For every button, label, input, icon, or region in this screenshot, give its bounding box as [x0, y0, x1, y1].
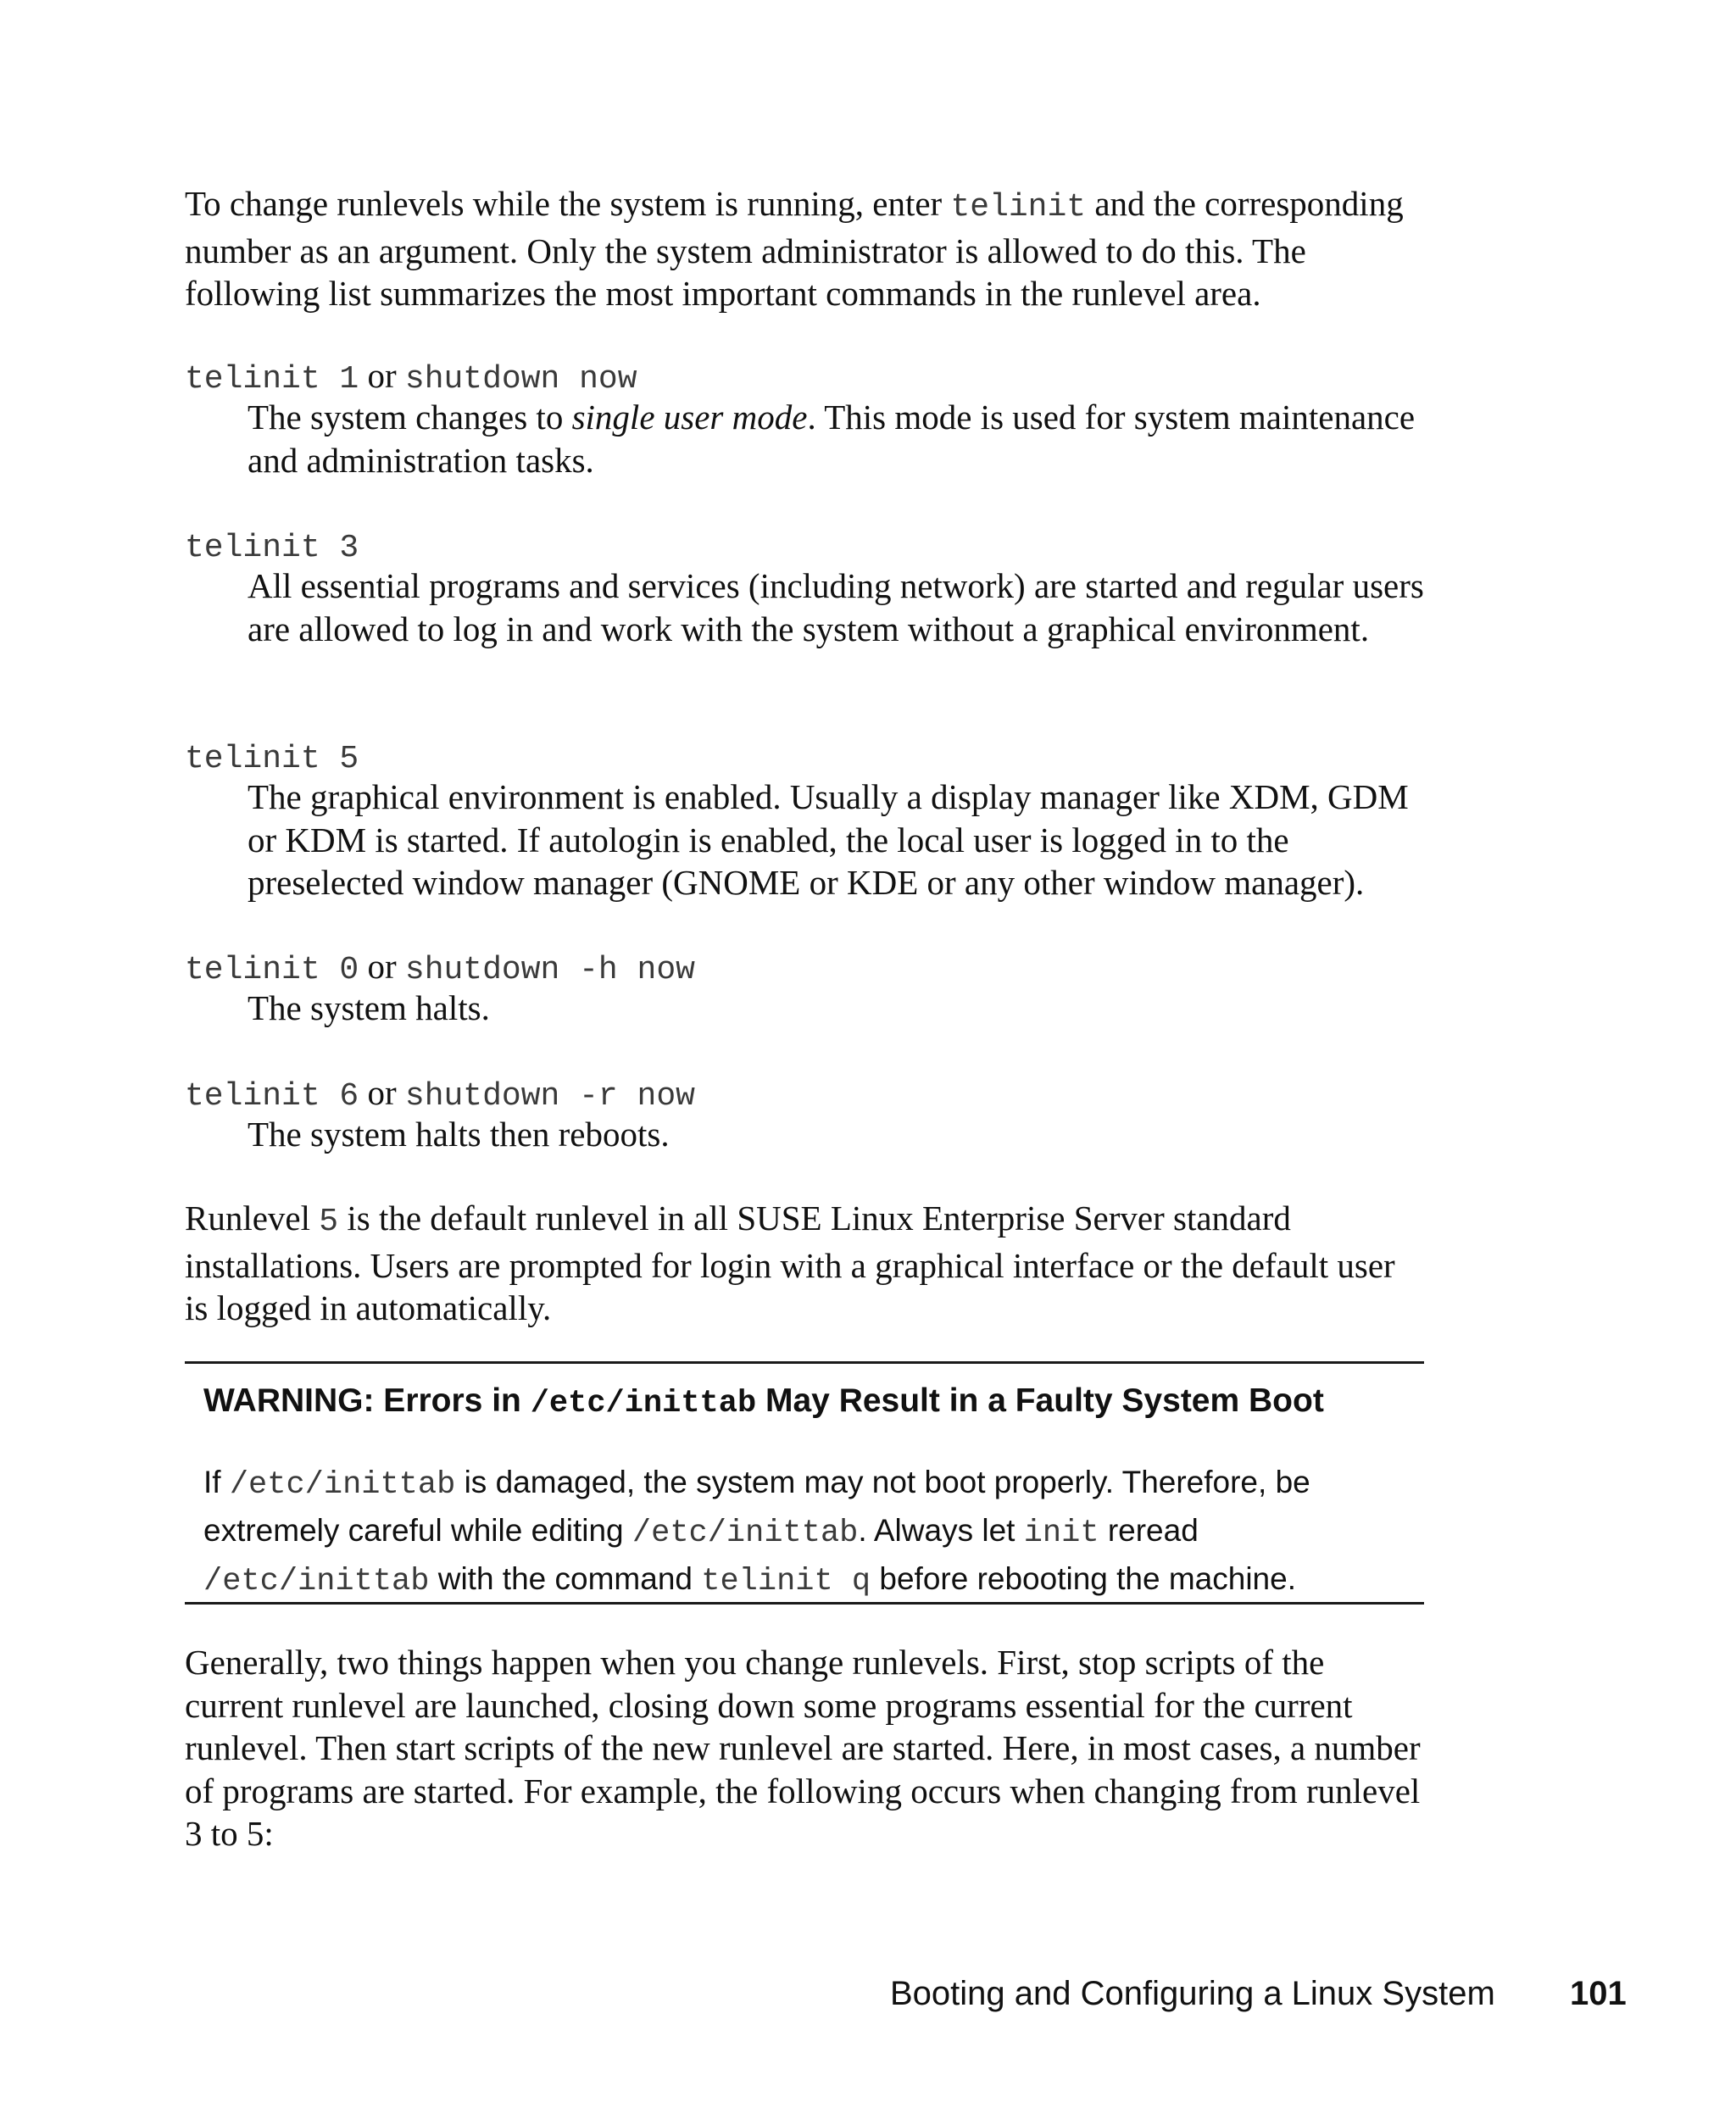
command-6-alt-code: shutdown -r now	[404, 1078, 695, 1115]
command-5-code: telinit 5	[185, 741, 359, 777]
command-1-code: telinit 1	[185, 361, 359, 398]
warning-title-text-1: WARNING: Errors in	[203, 1382, 531, 1419]
default-runlevel-text-2: is the default runlevel in all SUSE Linux Enterprise Server standard installations. Users are prompted for login with a graphical interface or the default user is logged in automatically.	[185, 1199, 1395, 1327]
warning-body-text: is damaged, the system may not boot properly. Therefore, be extremely careful while editing	[203, 1465, 1310, 1548]
command-1-alt-code: shutdown now	[404, 361, 637, 398]
intro-text-2: and the corresponding number as an argument. Only the system administrator is allowed to do this. The following list summarizes the most important commands in the runlevel area.	[185, 184, 1404, 313]
intro-paragraph	[185, 182, 1422, 315]
page-number: 101	[1570, 1975, 1627, 2012]
command-term-3	[185, 523, 359, 570]
command-term-5	[185, 734, 359, 781]
default-runlevel-paragraph	[185, 1197, 1422, 1330]
closing-paragraph: Generally, two things happen when you change runlevels. First, stop scripts of the current runlevel are launched, closing down some programs essential for the current runlevel. Then start scripts of the new runlevel are started. Here, in most cases, a number of programs are started. For example, the following occurs when changing from runlevel 3 to 5:	[185, 1643, 1421, 1853]
warning-body-code: /etc/inittab	[203, 1564, 430, 1599]
command-1-or: or	[359, 356, 405, 395]
warning-body-text: before rebooting the machine.	[871, 1561, 1296, 1596]
command-0-or: or	[359, 947, 405, 986]
warning-body	[203, 1460, 1424, 1605]
command-1-description	[248, 396, 1424, 481]
command-3-description: All essential programs and services (including network) are started and regular users are allowed to log in and work with the system without a graphical environment.	[248, 566, 1424, 648]
warning-body-text: . Always let	[858, 1513, 1024, 1548]
command-term-6	[185, 1071, 695, 1118]
command-term-1	[185, 354, 637, 401]
default-runlevel-text-1: Runlevel	[185, 1199, 320, 1238]
command-5-description: The graphical environment is enabled. Usually a display manager like XDM, GDM or KDM is started. If autologin is enabled, the local user is logged in to the preselected window manager (GNOME or KDE or any other window manager).	[248, 777, 1409, 902]
command-6-or: or	[359, 1073, 405, 1112]
intro-code: telinit	[950, 189, 1087, 225]
command-3-code: telinit 3	[185, 530, 359, 566]
command-0-alt-code: shutdown -h now	[404, 952, 695, 988]
running-footer-title: Booting and Configuring a Linux System	[890, 1975, 1495, 2012]
warning-bottom-rule	[185, 1602, 1424, 1605]
warning-body-code: /etc/inittab	[632, 1516, 859, 1551]
command-1-desc-text-2: . This mode is used for system maintenance and administration tasks.	[248, 398, 1416, 480]
warning-body-code: telinit q	[701, 1564, 871, 1599]
command-1-desc-emphasis: single user mode	[571, 398, 808, 437]
command-term-0	[185, 945, 695, 992]
warning-body-text: with the command	[429, 1561, 702, 1596]
warning-body-code: /etc/inittab	[229, 1467, 456, 1503]
warning-body-text: reread	[1099, 1513, 1199, 1548]
intro-text-1: To change runlevels while the system is running, enter	[185, 184, 951, 223]
warning-body-code: init	[1023, 1516, 1099, 1551]
command-6-code: telinit 6	[185, 1078, 359, 1115]
default-runlevel-code: 5	[319, 1204, 339, 1240]
command-6-description: The system halts then reboots.	[248, 1115, 670, 1154]
warning-title	[203, 1380, 1424, 1425]
warning-title-text-2: May Result in a Faulty System Boot	[756, 1382, 1324, 1419]
warning-body-text: If	[203, 1465, 230, 1499]
command-0-code: telinit 0	[185, 952, 359, 988]
warning-title-code: /etc/inittab	[530, 1386, 757, 1421]
command-0-description: The system halts.	[248, 988, 490, 1027]
command-1-desc-text: The system changes to	[248, 398, 572, 437]
warning-top-rule	[185, 1361, 1424, 1364]
